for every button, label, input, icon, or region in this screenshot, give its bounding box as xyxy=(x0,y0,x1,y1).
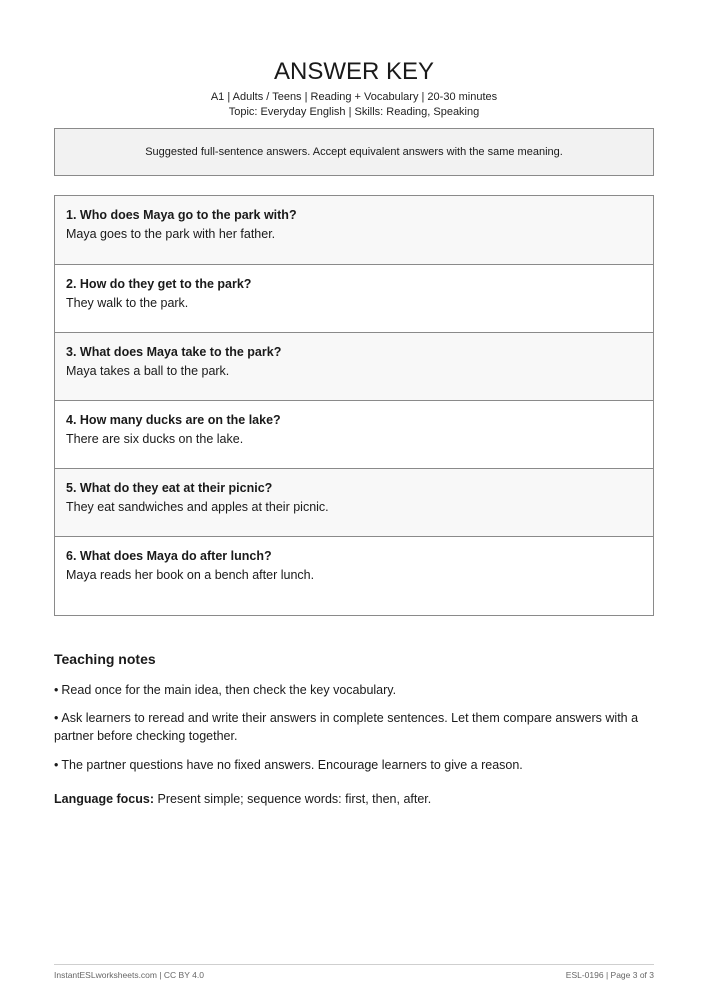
meta-topic-line: Topic: Everyday English | Skills: Reading, Speaking xyxy=(228,106,480,118)
worksheet-meta xyxy=(54,90,654,120)
question-label: How many ducks are on the lake? xyxy=(79,413,281,427)
question-label: What does Maya take to the park? xyxy=(79,345,282,359)
bullet-marker: • xyxy=(54,683,59,697)
question-label: How do they get to the park? xyxy=(79,277,252,291)
bullet-marker: • xyxy=(54,758,59,772)
teaching-note xyxy=(54,756,652,774)
answer-text: There are six ducks on the lake. xyxy=(66,432,244,446)
question-text xyxy=(66,277,642,292)
bullet-marker: • xyxy=(54,711,59,725)
question-text xyxy=(66,345,642,360)
footer-source: InstantESLworksheets.com | CC BY 4.0 xyxy=(54,970,204,980)
page-title: ANSWER KEY xyxy=(273,58,435,85)
question-number: 3 . xyxy=(66,345,80,359)
question-text xyxy=(66,413,642,428)
footer-divider xyxy=(54,964,654,965)
teaching-note-text: Read once for the main idea, then check the key vocabulary. xyxy=(61,683,397,697)
question-text xyxy=(66,549,642,564)
language-focus-label: Language focus: xyxy=(54,792,155,806)
answer-item xyxy=(55,332,653,400)
question-text xyxy=(66,481,642,496)
answer-item xyxy=(55,468,653,536)
question-number: 5 . xyxy=(66,481,80,495)
footer-page-info: ESL-0196 | Page 3 of 3 xyxy=(565,970,654,980)
worksheet-page xyxy=(54,0,654,1000)
answer-text: They eat sandwiches and apples at their picnic. xyxy=(66,500,329,514)
answer-item xyxy=(55,196,653,264)
question-number: 4 . xyxy=(66,413,80,427)
teaching-note-text: Ask learners to reread and write their answers in complete sentences. Let them compare answers with a partner before checking together. xyxy=(54,711,639,743)
answer-text: They walk to the park. xyxy=(66,296,189,310)
question-label: Who does Maya go to the park with? xyxy=(79,208,297,222)
question-number: 1 . xyxy=(66,208,80,222)
answer-text: Maya takes a ball to the park. xyxy=(66,364,230,378)
teaching-note xyxy=(54,681,652,699)
instructions-box xyxy=(54,128,654,176)
answer-text: Maya reads her book on a bench after lunch. xyxy=(66,568,315,582)
answer-item xyxy=(55,536,653,615)
question-number: 2 . xyxy=(66,277,80,291)
question-number: 6 . xyxy=(66,549,80,563)
teaching-note-text: The partner questions have no fixed answers. Encourage learners to give a reason. xyxy=(61,758,523,772)
language-focus xyxy=(54,790,431,808)
language-focus-text: Present simple; sequence words: first, then, after. xyxy=(157,792,432,806)
teaching-note xyxy=(54,709,652,745)
question-label: What does Maya do after lunch? xyxy=(79,549,272,563)
question-text xyxy=(66,208,642,223)
instructions-text: Suggested full-sentence answers. Accept equivalent answers with the same meaning. xyxy=(145,146,563,158)
question-label: What do they eat at their picnic? xyxy=(79,481,273,495)
answer-table xyxy=(54,195,654,616)
teaching-notes-heading: Teaching notes xyxy=(54,651,156,667)
answer-item xyxy=(55,264,653,332)
answer-item xyxy=(55,400,653,468)
meta-level-line: A1 | Adults / Teens | Reading + Vocabulary | 20-30 minutes xyxy=(210,91,498,103)
answer-text: Maya goes to the park with her father. xyxy=(66,227,276,241)
